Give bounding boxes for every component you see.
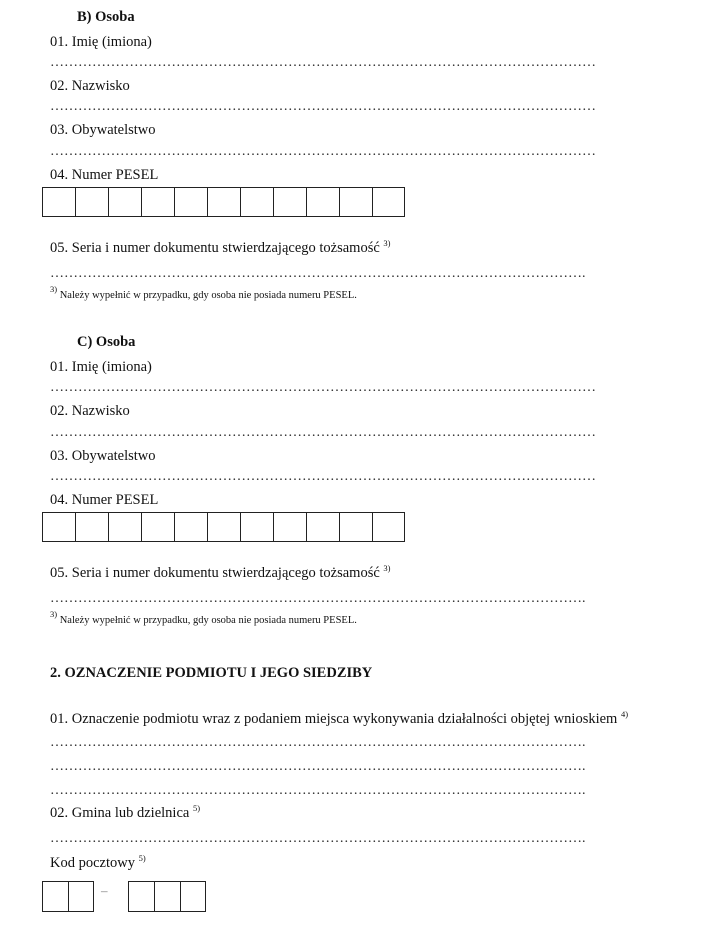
pesel-digit-box[interactable] — [207, 187, 240, 217]
pesel-digit-box[interactable] — [339, 512, 372, 542]
postal-digit-box[interactable] — [68, 881, 94, 912]
b-footnote-sup: 3) — [50, 284, 58, 294]
b-id-document-label — [50, 240, 391, 257]
pesel-digit-box[interactable] — [141, 187, 174, 217]
c-surname-field[interactable]: ……………………………………………………………………………………………………… — [50, 425, 596, 440]
pesel-digit-box[interactable] — [42, 187, 75, 217]
entity-designation-field-line-2[interactable]: ……………………………………………………………………………………………………. — [50, 759, 586, 774]
section-2-heading: 2. OZNACZENIE PODMIOTU I JEGO SIEDZIBY — [50, 665, 373, 681]
c-id-document-text: 05. Seria i numer dokumentu stwierdzającego tożsamość — [50, 565, 380, 581]
entity-designation-label — [50, 711, 628, 728]
pesel-digit-box[interactable] — [372, 187, 405, 217]
postal-code-label — [50, 855, 146, 872]
c-pesel-boxes[interactable] — [42, 512, 405, 542]
pesel-digit-box[interactable] — [240, 187, 273, 217]
entity-designation-field-line-1[interactable]: ……………………………………………………………………………………………………. — [50, 735, 586, 750]
pesel-digit-box[interactable] — [75, 512, 108, 542]
pesel-digit-box[interactable] — [141, 512, 174, 542]
pesel-digit-box[interactable] — [75, 187, 108, 217]
section-c-heading: C) Osoba — [77, 334, 136, 350]
b-footnote — [50, 284, 357, 301]
b-first-name-field[interactable]: ……………………………………………………………………………………………………… — [50, 55, 596, 70]
pesel-digit-box[interactable] — [306, 187, 339, 217]
c-footnote-sup: 3) — [50, 609, 58, 619]
postal-digit-box[interactable] — [154, 881, 180, 912]
municipality-field[interactable]: ……………………………………………………………………………………………………. — [50, 831, 586, 846]
section-b-heading: B) Osoba — [77, 9, 135, 25]
postal-code-text: Kod pocztowy — [50, 855, 135, 871]
postal-digit-box[interactable] — [180, 881, 206, 912]
entity-designation-text: 01. Oznaczenie podmiotu wraz z podaniem miejsca wykonywania działalności objętej wnioskiem — [50, 711, 618, 727]
b-surname-field[interactable]: ……………………………………………………………………………………………………… — [50, 99, 596, 114]
postal-digit-box[interactable] — [42, 881, 68, 912]
c-first-name-label: 01. Imię (imiona) — [50, 359, 152, 375]
c-id-document-sup: 3) — [383, 563, 391, 573]
pesel-digit-box[interactable] — [273, 187, 306, 217]
pesel-digit-box[interactable] — [42, 512, 75, 542]
pesel-digit-box[interactable] — [108, 512, 141, 542]
c-citizenship-label: 03. Obywatelstwo — [50, 448, 156, 464]
c-pesel-label: 04. Numer PESEL — [50, 492, 159, 508]
pesel-digit-box[interactable] — [372, 512, 405, 542]
b-pesel-label: 04. Numer PESEL — [50, 167, 159, 183]
pesel-digit-box[interactable] — [174, 512, 207, 542]
pesel-digit-box[interactable] — [174, 187, 207, 217]
b-id-document-text: 05. Seria i numer dokumentu stwierdzającego tożsamość — [50, 240, 380, 256]
c-footnote — [50, 609, 357, 626]
municipality-sup: 5) — [192, 803, 201, 813]
postal-code-dash: – — [101, 883, 108, 898]
pesel-digit-box[interactable] — [306, 512, 339, 542]
pesel-digit-box[interactable] — [108, 187, 141, 217]
c-citizenship-field[interactable]: ……………………………………………………………………………………………………… — [50, 469, 596, 484]
b-pesel-boxes[interactable] — [42, 187, 405, 217]
pesel-digit-box[interactable] — [339, 187, 372, 217]
b-footnote-text: Należy wypełnić w przypadku, gdy osoba nie posiada numeru PESEL. — [59, 290, 357, 301]
c-footnote-text: Należy wypełnić w przypadku, gdy osoba nie posiada numeru PESEL. — [59, 615, 357, 626]
pesel-digit-box[interactable] — [207, 512, 240, 542]
b-first-name-label: 01. Imię (imiona) — [50, 34, 152, 50]
postal-code-sup: 5) — [138, 853, 146, 863]
c-id-document-field[interactable]: ……………………………………………………………………………………………………. — [50, 591, 586, 606]
municipality-text: 02. Gmina lub dzielnica — [50, 805, 190, 821]
c-first-name-field[interactable]: ……………………………………………………………………………………………………… — [50, 380, 596, 395]
postal-digit-box[interactable] — [128, 881, 154, 912]
municipality-label — [50, 805, 200, 822]
b-id-document-field[interactable]: ……………………………………………………………………………………………………. — [50, 266, 586, 281]
entity-designation-sup: 4) — [620, 709, 629, 719]
b-citizenship-label: 03. Obywatelstwo — [50, 122, 156, 138]
entity-designation-field-line-3[interactable]: ……………………………………………………………………………………………………. — [50, 783, 586, 798]
b-citizenship-field[interactable]: ……………………………………………………………………………………………………… — [50, 144, 596, 159]
b-id-document-sup: 3) — [383, 238, 391, 248]
b-surname-label: 02. Nazwisko — [50, 78, 130, 94]
postal-code-suffix-boxes[interactable] — [128, 881, 206, 911]
pesel-digit-box[interactable] — [240, 512, 273, 542]
c-surname-label: 02. Nazwisko — [50, 403, 130, 419]
postal-code-prefix-boxes[interactable] — [42, 881, 94, 911]
c-id-document-label — [50, 565, 391, 582]
pesel-digit-box[interactable] — [273, 512, 306, 542]
